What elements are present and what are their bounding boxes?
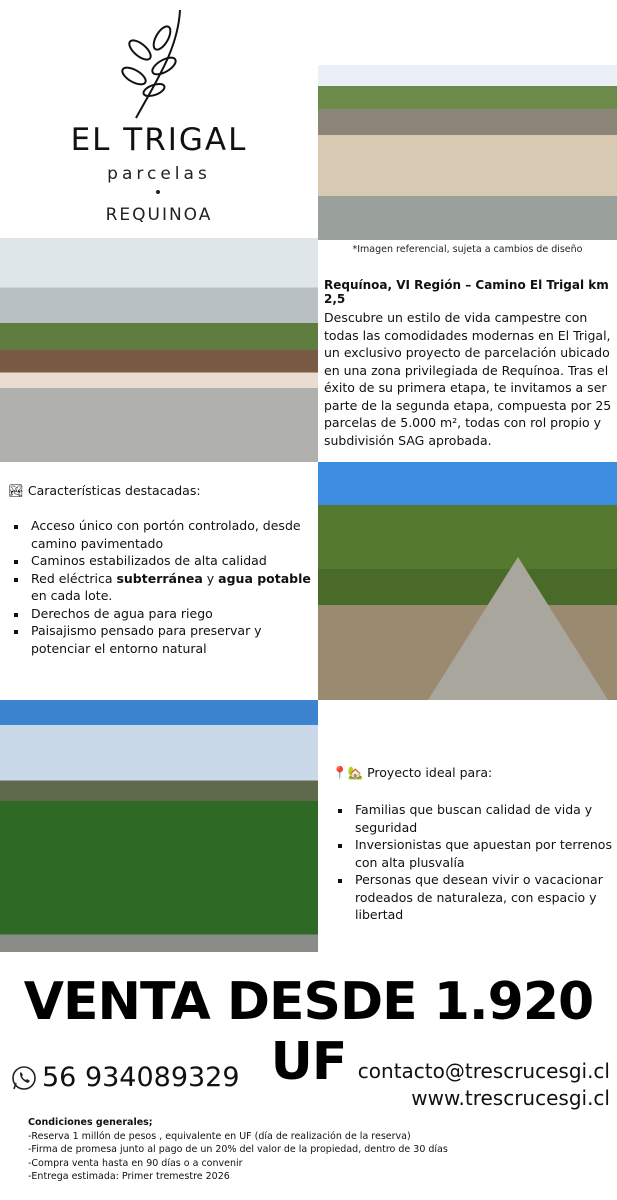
location-title: Requínoa, VI Región – Camino El Trigal km 2,5 — [324, 278, 609, 306]
brand-name: EL TRIGAL — [70, 122, 248, 158]
website-link[interactable]: www.trescrucesgi.cl — [411, 1086, 610, 1110]
ideal-item: Personas que desean vivir o vacacionar rodeados de naturaleza, con espacio y libertad — [332, 871, 612, 924]
ideal-item: Inversionistas que apuestan por terrenos con alta plusvalía — [332, 836, 612, 871]
price-headline: VENTA DESDE 1.920 UF — [23, 972, 594, 1092]
wheat-leaf-icon — [118, 8, 188, 120]
logo — [0, 0, 318, 238]
orchard-aerial-photo — [0, 700, 318, 952]
feature-item: Derechos de agua para riego — [8, 605, 313, 623]
brand-location: REQUINOA — [105, 205, 213, 225]
ideal-item: Familias que buscan calidad de vida y seguridad — [332, 801, 612, 836]
phone-contact[interactable] — [10, 1062, 240, 1093]
condition-item: -Compra venta hasta en 90 días o a convenir — [28, 1157, 243, 1169]
road-trees-photo — [318, 462, 617, 700]
text: Red eléctrica — [31, 570, 117, 586]
brand-subtitle: parcelas — [107, 164, 211, 184]
text: en cada lote. — [31, 588, 113, 603]
bold-text: agua potable — [218, 570, 311, 586]
text: y — [202, 570, 219, 586]
image-caption: *Imagen referencial, sujeta a cambios de diseño — [352, 244, 583, 255]
separator-dot — [156, 190, 160, 194]
features-section — [8, 483, 313, 657]
contact-links — [320, 1058, 610, 1112]
condition-item: -Firma de promesa junto al pago de un 20% del valor de la propiedad, dentro de 30 días — [28, 1144, 448, 1155]
conditions-section — [28, 1116, 448, 1184]
feature-item: Acceso único con portón controlado, desde camino pavimentado — [8, 517, 313, 552]
ideal-title: 📍🏡 Proyecto ideal para: — [332, 765, 493, 780]
feature-item: Paisajismo pensado para preservar y potenciar el entorno natural — [8, 622, 313, 657]
feature-item: Caminos estabilizados de alta calidad — [8, 552, 313, 570]
phone-number[interactable]: 56 934089329 — [42, 1062, 240, 1093]
email-link[interactable]: contacto@trescrucesgi.cl — [357, 1059, 610, 1083]
gate-render-photo — [0, 238, 318, 462]
condition-item: -Reserva 1 millón de pesos , equivalente en UF (día de realización de la reserva) — [28, 1130, 411, 1142]
features-title: 🏞 Características destacadas: — [8, 483, 201, 498]
ideal-for-section — [332, 765, 612, 924]
bold-text: subterránea — [116, 570, 203, 586]
entrance-render-photo — [318, 65, 617, 240]
condition-item: -Entrega estimada: Primer tremestre 2026 — [28, 1171, 230, 1182]
feature-item — [8, 570, 313, 605]
description: Descubre un estilo de vida campestre con todas las comodidades modernas en El Trigal, un exclusivo proyecto de parcelación ubicado en una zona privilegiada de Requínoa. Tras el éxito de su primera etapa, te invitamos a ser parte de la segunda etapa, compuesta por 25 parcelas de 5.000 m², todas con rol propio y subdivisión SAG aprobada. — [324, 310, 612, 448]
whatsapp-icon — [10, 1064, 38, 1092]
conditions-title: Condiciones generales; — [28, 1117, 153, 1128]
